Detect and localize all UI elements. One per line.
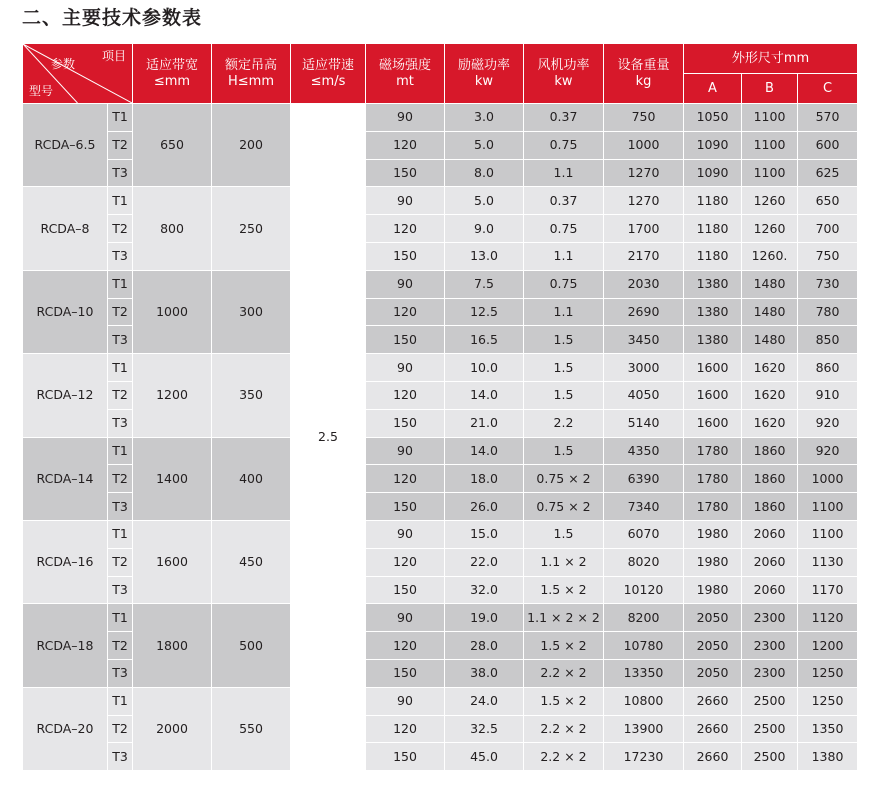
dim-a-cell: 2660 <box>684 715 742 743</box>
dim-a-cell: 2050 <box>684 604 742 632</box>
table-row <box>23 104 858 132</box>
model-cell: RCDA–6.5 <box>23 104 108 187</box>
dim-a-cell: 1980 <box>684 520 742 548</box>
type-cell: T3 <box>108 159 133 187</box>
fan-power-cell: 1.5 <box>524 381 604 409</box>
fan-power-cell: 1.5 × 2 <box>524 576 604 604</box>
lift-height-cell: 250 <box>212 187 291 270</box>
dim-c-cell: 1130 <box>798 548 858 576</box>
type-cell: T3 <box>108 409 133 437</box>
excite-power-cell: 24.0 <box>445 687 524 715</box>
dim-c-cell: 920 <box>798 409 858 437</box>
weight-cell: 2690 <box>604 298 684 326</box>
weight-cell: 4050 <box>604 381 684 409</box>
fan-power-cell: 0.37 <box>524 187 604 215</box>
dim-a-cell: 1180 <box>684 187 742 215</box>
field-strength-cell: 150 <box>366 242 445 270</box>
type-cell: T3 <box>108 743 133 771</box>
dim-b-cell: 1100 <box>742 104 798 132</box>
dim-b-cell: 2060 <box>742 576 798 604</box>
model-cell: RCDA–16 <box>23 520 108 603</box>
excite-power-cell: 14.0 <box>445 437 524 465</box>
weight-cell: 3000 <box>604 354 684 382</box>
lift-height-cell: 400 <box>212 437 291 520</box>
type-cell: T1 <box>108 437 133 465</box>
field-strength-cell: 120 <box>366 298 445 326</box>
dim-c-cell: 1120 <box>798 604 858 632</box>
dim-b-cell: 1480 <box>742 298 798 326</box>
excite-power-cell: 45.0 <box>445 743 524 771</box>
field-strength-cell: 90 <box>366 104 445 132</box>
weight-cell: 13900 <box>604 715 684 743</box>
type-cell: T1 <box>108 520 133 548</box>
weight-cell: 5140 <box>604 409 684 437</box>
type-cell: T3 <box>108 242 133 270</box>
belt-width-cell: 800 <box>133 187 212 270</box>
type-cell: T1 <box>108 354 133 382</box>
dim-c-cell: 860 <box>798 354 858 382</box>
excite-power-cell: 8.0 <box>445 159 524 187</box>
model-cell: RCDA–14 <box>23 437 108 520</box>
field-strength-cell: 90 <box>366 187 445 215</box>
model-cell: RCDA–20 <box>23 687 108 770</box>
spec-table <box>22 43 858 771</box>
model-cell: RCDA–10 <box>23 270 108 353</box>
dim-b-cell: 1620 <box>742 381 798 409</box>
dim-a-cell: 1780 <box>684 465 742 493</box>
field-strength-cell: 150 <box>366 159 445 187</box>
dim-c-cell: 750 <box>798 242 858 270</box>
weight-cell: 7340 <box>604 493 684 521</box>
fan-power-cell: 1.5 × 2 <box>524 632 604 660</box>
dim-b-cell: 1260. <box>742 242 798 270</box>
type-cell: T2 <box>108 632 133 660</box>
dim-a-cell: 1380 <box>684 298 742 326</box>
dim-c-cell: 1200 <box>798 632 858 660</box>
type-cell: T3 <box>108 659 133 687</box>
dim-a-cell: 1780 <box>684 493 742 521</box>
excite-power-cell: 3.0 <box>445 104 524 132</box>
fan-power-cell: 1.1 <box>524 159 604 187</box>
dim-b-cell: 2300 <box>742 604 798 632</box>
dim-a-cell: 1600 <box>684 409 742 437</box>
dim-b-cell: 1100 <box>742 159 798 187</box>
field-strength-cell: 150 <box>366 576 445 604</box>
field-strength-cell: 90 <box>366 270 445 298</box>
dim-a-cell: 1180 <box>684 242 742 270</box>
excite-power-cell: 32.5 <box>445 715 524 743</box>
dim-b-cell: 1260 <box>742 187 798 215</box>
dim-a-cell: 1780 <box>684 437 742 465</box>
dim-c-cell: 570 <box>798 104 858 132</box>
type-cell: T1 <box>108 687 133 715</box>
field-strength-cell: 120 <box>366 215 445 243</box>
fan-power-cell: 1.5 <box>524 520 604 548</box>
lift-height-cell: 350 <box>212 354 291 437</box>
weight-cell: 2170 <box>604 242 684 270</box>
type-cell: T3 <box>108 493 133 521</box>
weight-cell: 1700 <box>604 215 684 243</box>
dim-c-cell: 650 <box>798 187 858 215</box>
header-dimensions: 外形尺寸mm <box>684 44 858 74</box>
excite-power-cell: 32.0 <box>445 576 524 604</box>
dim-b-cell: 1260 <box>742 215 798 243</box>
dim-c-cell: 1100 <box>798 493 858 521</box>
type-cell: T2 <box>108 715 133 743</box>
dim-b-cell: 1480 <box>742 326 798 354</box>
dim-b-cell: 2300 <box>742 632 798 660</box>
dim-c-cell: 730 <box>798 270 858 298</box>
field-strength-cell: 150 <box>366 493 445 521</box>
dim-a-cell: 2660 <box>684 687 742 715</box>
field-strength-cell: 120 <box>366 715 445 743</box>
type-cell: T2 <box>108 298 133 326</box>
field-strength-cell: 120 <box>366 548 445 576</box>
dim-c-cell: 1380 <box>798 743 858 771</box>
type-cell: T2 <box>108 548 133 576</box>
type-cell: T1 <box>108 270 133 298</box>
dim-c-cell: 1250 <box>798 687 858 715</box>
header-dim-a: A <box>684 74 742 104</box>
field-strength-cell: 120 <box>366 465 445 493</box>
weight-cell: 13350 <box>604 659 684 687</box>
header-weight: 设备重量 kg <box>604 44 684 104</box>
dim-b-cell: 2060 <box>742 548 798 576</box>
excite-power-cell: 14.0 <box>445 381 524 409</box>
dim-b-cell: 1480 <box>742 270 798 298</box>
lift-height-cell: 450 <box>212 520 291 603</box>
excite-power-cell: 26.0 <box>445 493 524 521</box>
excite-power-cell: 5.0 <box>445 187 524 215</box>
weight-cell: 1000 <box>604 131 684 159</box>
field-strength-cell: 90 <box>366 354 445 382</box>
weight-cell: 2030 <box>604 270 684 298</box>
field-strength-cell: 150 <box>366 743 445 771</box>
field-strength-cell: 150 <box>366 326 445 354</box>
type-cell: T2 <box>108 131 133 159</box>
fan-power-cell: 1.5 <box>524 354 604 382</box>
field-strength-cell: 90 <box>366 437 445 465</box>
type-cell: T2 <box>108 215 133 243</box>
dim-a-cell: 2050 <box>684 659 742 687</box>
table-row <box>23 604 858 632</box>
weight-cell: 10800 <box>604 687 684 715</box>
dim-b-cell: 2500 <box>742 743 798 771</box>
table-row <box>23 687 858 715</box>
header-field-strength: 磁场强度 mt <box>366 44 445 104</box>
field-strength-cell: 120 <box>366 131 445 159</box>
fan-power-cell: 2.2 × 2 <box>524 659 604 687</box>
lift-height-cell: 550 <box>212 687 291 770</box>
dim-b-cell: 2300 <box>742 659 798 687</box>
weight-cell: 750 <box>604 104 684 132</box>
fan-power-cell: 2.2 × 2 <box>524 715 604 743</box>
dim-b-cell: 1620 <box>742 354 798 382</box>
dim-b-cell: 2500 <box>742 687 798 715</box>
spec-table-body <box>23 104 858 771</box>
header-row <box>23 44 858 74</box>
dim-a-cell: 2050 <box>684 632 742 660</box>
header-belt-speed: 适应带速 ≤m/s <box>291 44 366 104</box>
weight-cell: 6390 <box>604 465 684 493</box>
excite-power-cell: 38.0 <box>445 659 524 687</box>
header-model-label: 型号 <box>29 84 54 98</box>
weight-cell: 3450 <box>604 326 684 354</box>
fan-power-cell: 2.2 <box>524 409 604 437</box>
dim-b-cell: 2060 <box>742 520 798 548</box>
model-cell: RCDA–12 <box>23 354 108 437</box>
dim-c-cell: 1250 <box>798 659 858 687</box>
weight-cell: 6070 <box>604 520 684 548</box>
fan-power-cell: 1.1 <box>524 242 604 270</box>
type-cell: T1 <box>108 187 133 215</box>
fan-power-cell: 1.5 × 2 <box>524 687 604 715</box>
lift-height-cell: 300 <box>212 270 291 353</box>
type-cell: T1 <box>108 104 133 132</box>
excite-power-cell: 18.0 <box>445 465 524 493</box>
header-excite-power: 励磁功率 kw <box>445 44 524 104</box>
excite-power-cell: 15.0 <box>445 520 524 548</box>
model-cell: RCDA–18 <box>23 604 108 687</box>
dim-c-cell: 910 <box>798 381 858 409</box>
excite-power-cell: 16.5 <box>445 326 524 354</box>
excite-power-cell: 10.0 <box>445 354 524 382</box>
page-title: 二、主要技术参数表 <box>22 7 203 29</box>
dim-a-cell: 1050 <box>684 104 742 132</box>
belt-speed-cell: 2.5 <box>291 104 366 771</box>
belt-width-cell: 1600 <box>133 520 212 603</box>
header-dim-c: C <box>798 74 858 104</box>
fan-power-cell: 1.1 × 2 <box>524 548 604 576</box>
weight-cell: 8020 <box>604 548 684 576</box>
excite-power-cell: 5.0 <box>445 131 524 159</box>
dim-c-cell: 1170 <box>798 576 858 604</box>
belt-width-cell: 2000 <box>133 687 212 770</box>
header-dim-b: B <box>742 74 798 104</box>
dim-a-cell: 1600 <box>684 381 742 409</box>
excite-power-cell: 22.0 <box>445 548 524 576</box>
field-strength-cell: 150 <box>366 409 445 437</box>
table-row <box>23 520 858 548</box>
weight-cell: 17230 <box>604 743 684 771</box>
lift-height-cell: 200 <box>212 104 291 187</box>
fan-power-cell: 0.75 × 2 <box>524 465 604 493</box>
header-lift-height: 额定吊高 H≤mm <box>212 44 291 104</box>
table-row <box>23 270 858 298</box>
dim-a-cell: 1980 <box>684 576 742 604</box>
type-cell: T3 <box>108 326 133 354</box>
fan-power-cell: 1.5 <box>524 326 604 354</box>
field-strength-cell: 90 <box>366 520 445 548</box>
dim-b-cell: 1860 <box>742 465 798 493</box>
dim-c-cell: 1000 <box>798 465 858 493</box>
belt-width-cell: 1200 <box>133 354 212 437</box>
dim-c-cell: 700 <box>798 215 858 243</box>
dim-b-cell: 2500 <box>742 715 798 743</box>
type-cell: T3 <box>108 576 133 604</box>
dim-b-cell: 1860 <box>742 437 798 465</box>
table-row <box>23 354 858 382</box>
excite-power-cell: 7.5 <box>445 270 524 298</box>
type-cell: T2 <box>108 465 133 493</box>
field-strength-cell: 120 <box>366 381 445 409</box>
dim-a-cell: 1180 <box>684 215 742 243</box>
dim-c-cell: 625 <box>798 159 858 187</box>
diagonal-header-cell <box>23 44 133 104</box>
header-param-label: 参数 <box>51 57 76 71</box>
dim-c-cell: 600 <box>798 131 858 159</box>
dim-a-cell: 1090 <box>684 159 742 187</box>
excite-power-cell: 13.0 <box>445 242 524 270</box>
dim-a-cell: 1380 <box>684 270 742 298</box>
excite-power-cell: 9.0 <box>445 215 524 243</box>
weight-cell: 10780 <box>604 632 684 660</box>
dim-b-cell: 1860 <box>742 493 798 521</box>
fan-power-cell: 0.75 <box>524 215 604 243</box>
field-strength-cell: 150 <box>366 659 445 687</box>
weight-cell: 1270 <box>604 159 684 187</box>
dim-a-cell: 2660 <box>684 743 742 771</box>
type-cell: T2 <box>108 381 133 409</box>
weight-cell: 4350 <box>604 437 684 465</box>
excite-power-cell: 12.5 <box>445 298 524 326</box>
dim-b-cell: 1620 <box>742 409 798 437</box>
table-row <box>23 437 858 465</box>
belt-width-cell: 1800 <box>133 604 212 687</box>
fan-power-cell: 0.75 <box>524 270 604 298</box>
dim-a-cell: 1980 <box>684 548 742 576</box>
dim-c-cell: 1350 <box>798 715 858 743</box>
dim-a-cell: 1090 <box>684 131 742 159</box>
excite-power-cell: 28.0 <box>445 632 524 660</box>
lift-height-cell: 500 <box>212 604 291 687</box>
header-item-label: 项目 <box>101 49 126 63</box>
dim-a-cell: 1380 <box>684 326 742 354</box>
dim-c-cell: 1100 <box>798 520 858 548</box>
fan-power-cell: 0.37 <box>524 104 604 132</box>
weight-cell: 1270 <box>604 187 684 215</box>
belt-width-cell: 1400 <box>133 437 212 520</box>
fan-power-cell: 1.5 <box>524 437 604 465</box>
dim-c-cell: 780 <box>798 298 858 326</box>
fan-power-cell: 2.2 × 2 <box>524 743 604 771</box>
table-row <box>23 187 858 215</box>
fan-power-cell: 1.1 <box>524 298 604 326</box>
dim-c-cell: 850 <box>798 326 858 354</box>
model-cell: RCDA–8 <box>23 187 108 270</box>
field-strength-cell: 120 <box>366 632 445 660</box>
fan-power-cell: 0.75 <box>524 131 604 159</box>
field-strength-cell: 90 <box>366 604 445 632</box>
field-strength-cell: 90 <box>366 687 445 715</box>
weight-cell: 10120 <box>604 576 684 604</box>
fan-power-cell: 0.75 × 2 <box>524 493 604 521</box>
header-fan-power: 风机功率 kw <box>524 44 604 104</box>
fan-power-cell: 1.1 × 2 × 2 <box>524 604 604 632</box>
type-cell: T1 <box>108 604 133 632</box>
dim-b-cell: 1100 <box>742 131 798 159</box>
header-belt-width: 适应带宽 ≤mm <box>133 44 212 104</box>
dim-a-cell: 1600 <box>684 354 742 382</box>
belt-width-cell: 1000 <box>133 270 212 353</box>
excite-power-cell: 19.0 <box>445 604 524 632</box>
weight-cell: 8200 <box>604 604 684 632</box>
dim-c-cell: 920 <box>798 437 858 465</box>
belt-width-cell: 650 <box>133 104 212 187</box>
excite-power-cell: 21.0 <box>445 409 524 437</box>
